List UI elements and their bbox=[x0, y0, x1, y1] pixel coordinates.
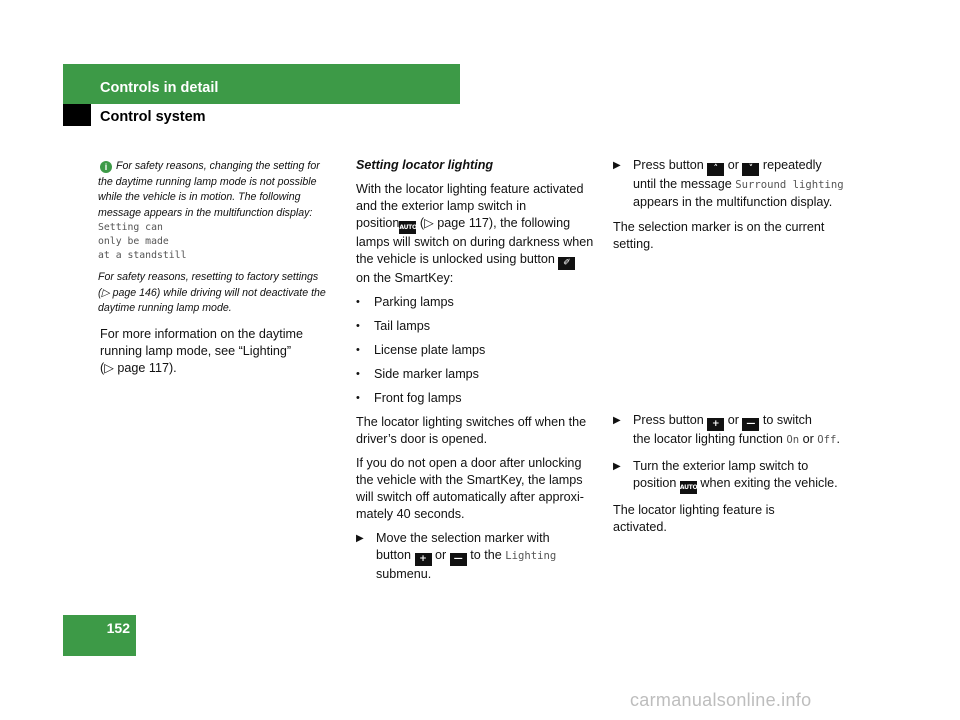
list-item: • Tail lamps bbox=[356, 319, 430, 333]
step-note: The selection marker is on the current setting. bbox=[613, 220, 825, 251]
info-icon: i bbox=[100, 161, 112, 173]
display-message: Surround lighting bbox=[735, 179, 844, 191]
page-number-box bbox=[63, 615, 136, 656]
off-option: Off bbox=[817, 434, 837, 446]
list-item: • License plate lamps bbox=[356, 343, 486, 357]
arrow-icon: ▶ bbox=[613, 415, 621, 426]
intro-paragraph: With the locator lighting feature activated and the exterior lamp switch in positionAUTO (▷ page 117), the following lamps will switch on during darkness when the vehicle is unlocked using button ✐ on the SmartKey: bbox=[356, 182, 594, 285]
daytime-info-paragraph: For more information on the daytime running lamp mode, see “Lighting” (▷ page 117). bbox=[100, 326, 303, 375]
column-middle bbox=[356, 157, 601, 590]
auto-switch-icon: AUTO bbox=[680, 481, 697, 494]
plus-button-icon: + bbox=[707, 418, 724, 431]
up-button-icon: ˄ bbox=[707, 163, 724, 176]
minus-button-icon: — bbox=[450, 553, 467, 566]
section-title: Controls in detail bbox=[100, 80, 219, 96]
list-item: • Side marker lamps bbox=[356, 367, 479, 381]
instruction-step: ▶ Press button + or — to switch the locator lighting function On or Off. bbox=[613, 412, 863, 449]
switch-off-paragraph: The locator lighting switches off when the driver’s door is opened. bbox=[356, 415, 587, 446]
subsection-title: Control system bbox=[100, 109, 206, 125]
down-button-icon: ˅ bbox=[742, 163, 759, 176]
arrow-icon: ▶ bbox=[613, 160, 621, 171]
column-left bbox=[100, 159, 345, 384]
display-message: Setting can bbox=[98, 222, 163, 233]
instruction-step: ▶ Move the selection marker with button + or — to the Lighting submenu. bbox=[356, 531, 557, 581]
unlock-icon: ✐ bbox=[558, 257, 575, 270]
arrow-icon: ▶ bbox=[356, 533, 364, 544]
plus-button-icon: + bbox=[415, 553, 432, 566]
reset-note: For safety reasons, resetting to factory settings (▷ page 146) while driving will not deactivate the daytime running lamp mode. bbox=[98, 271, 326, 314]
timeout-paragraph: If you do not open a door after unlocking the vehicle with the SmartKey, the lamps will switch off automatically after approxi- mately 40 seconds. bbox=[356, 456, 584, 521]
section-heading: Setting locator lighting bbox=[356, 158, 494, 172]
column-right bbox=[613, 157, 863, 543]
instruction-step: ▶ Press button ˄ or ˅ repeatedly until the message Surround lighting appears in the multifunction display. bbox=[613, 158, 844, 209]
safety-note: i For safety reasons, changing the setting for the daytime running lamp mode is not possible while the vehicle is in motion. The following message appears in the multifunction display: Setting can only be made at a standstill bbox=[100, 159, 345, 263]
step-note: The locator lighting feature is activated. bbox=[613, 503, 775, 534]
arrow-icon: ▶ bbox=[613, 461, 621, 472]
instruction-step: ▶ Turn the exterior lamp switch to position AUTO when exiting the vehicle. bbox=[613, 458, 863, 494]
on-option: On bbox=[786, 434, 800, 446]
menu-name: Lighting bbox=[505, 550, 557, 562]
auto-switch-icon: AUTO bbox=[399, 221, 416, 234]
watermark: carmanualsonline.info bbox=[630, 690, 812, 710]
list-item: • Front fog lamps bbox=[356, 391, 462, 405]
subsection-marker bbox=[63, 104, 91, 126]
list-item: • Parking lamps bbox=[356, 295, 454, 309]
minus-button-icon: — bbox=[742, 418, 759, 431]
page-number: 152 bbox=[106, 620, 130, 636]
